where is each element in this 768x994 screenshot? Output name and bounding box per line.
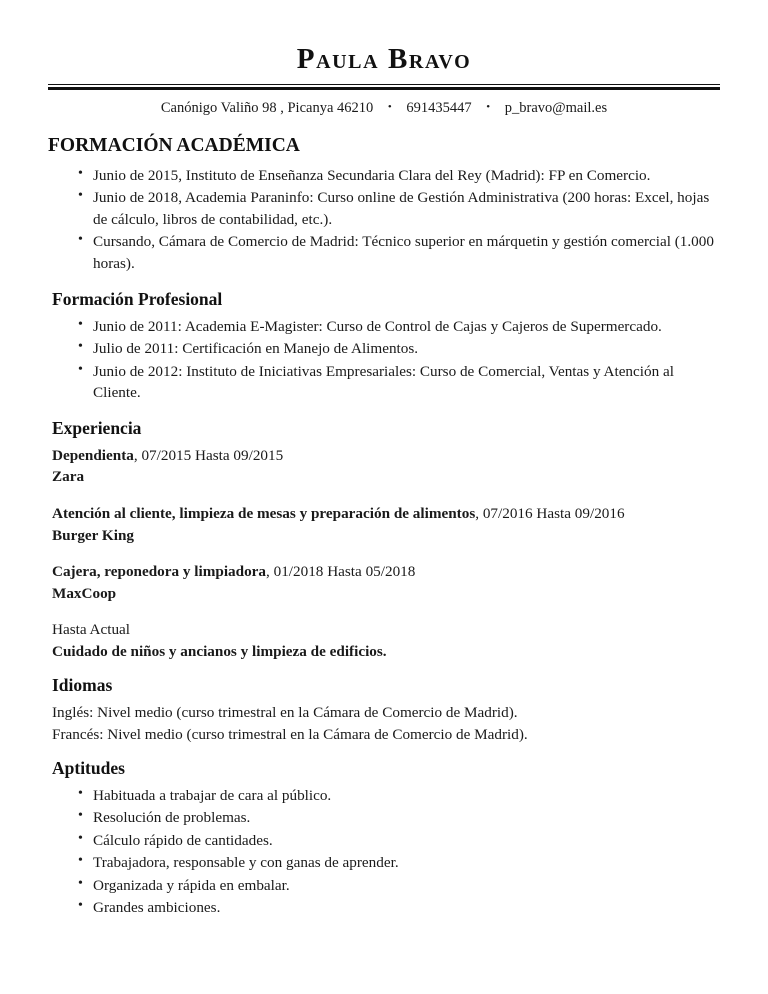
experience-title-line: [52, 445, 720, 467]
list-item: • Organizada y rápida en embalar.: [78, 875, 720, 897]
experience-item: [52, 619, 720, 662]
resume-header: [48, 44, 720, 118]
aptitudes-list: [48, 785, 720, 919]
language-item: Francés: Nivel medio (curso trimestral en la Cámara de Comercio de Madrid).: [52, 725, 528, 743]
section-idiomas: [48, 675, 720, 746]
contact-separator-icon: •: [486, 101, 491, 114]
contact-line: [48, 99, 720, 118]
experience-item: [52, 445, 720, 488]
experience-item: [52, 561, 720, 604]
experience-dates: , 01/2018 Hasta 05/2018: [266, 563, 416, 581]
section-heading-experiencia: Experiencia: [52, 417, 142, 438]
list-item: • Cálculo rápido de cantidades.: [78, 830, 720, 852]
experience-title-line: [52, 503, 720, 525]
languages-list: [48, 702, 720, 746]
list-item: • Cursando, Cámara de Comercio de Madrid: Técnico superior en márquetin y gestión comercial (1.000 horas).: [78, 231, 720, 274]
experience-dates: , 07/2016 Hasta 09/2016: [475, 505, 625, 523]
list-item: • Julio de 2011: Certificación en Manejo de Alimentos.: [78, 338, 720, 360]
list-item: • Junio de 2012: Instituto de Iniciativas Empresariales: Curso de Comercial, Ventas y Atención al Cliente.: [78, 361, 720, 404]
experience-title: Cajera, reponedora y limpiadora: [52, 563, 267, 581]
formacion-profesional-list: [48, 316, 720, 404]
candidate-name: Paula Bravo: [296, 43, 472, 75]
experience-description: Cuidado de niños y ancianos y limpieza de edificios.: [52, 642, 387, 660]
experience-title: Atención al cliente, limpieza de mesas y preparación de alimentos: [52, 505, 476, 523]
experience-title: Dependienta: [52, 446, 134, 464]
experience-company: Burger King: [52, 526, 134, 544]
list-item: • Grandes ambiciones.: [78, 897, 720, 919]
list-item: • Junio de 2018, Academia Paraninfo: Curso online de Gestión Administrativa (200 horas: Excel, hojas de cálculo, libros de contabilidad, etc.).: [78, 187, 720, 230]
section-heading-aptitudes: Aptitudes: [52, 757, 125, 778]
language-item: Inglés: Nivel medio (curso trimestral en la Cámara de Comercio de Madrid).: [52, 703, 518, 721]
experience-company: Zara: [52, 468, 85, 486]
experience-dates: Hasta Actual: [52, 621, 131, 639]
section-formacion-academica: [48, 134, 720, 274]
contact-address: Canónigo Valiño 98 , Picanya 46210: [160, 100, 374, 117]
contact-email: p_bravo@mail.es: [504, 100, 608, 117]
list-item: • Resolución de problemas.: [78, 807, 720, 829]
experience-company: MaxCoop: [52, 584, 117, 602]
section-heading-formacion-academica: FORMACIÓN ACADÉMICA: [48, 135, 300, 157]
list-item: • Junio de 2015, Instituto de Enseñanza Secundaria Clara del Rey (Madrid): FP en Comercio.: [78, 165, 720, 187]
section-formacion-profesional: [48, 289, 720, 404]
list-item: • Habituada a trabajar de cara al público.: [78, 785, 720, 807]
experience-item: [52, 503, 720, 546]
contact-separator-icon: •: [387, 101, 392, 114]
section-heading-formacion-profesional: Formación Profesional: [52, 288, 223, 309]
section-heading-idiomas: Idiomas: [52, 674, 113, 695]
experience-list: [48, 445, 720, 663]
experience-title-line: [52, 561, 720, 583]
experience-dates: , 07/2015 Hasta 09/2015: [133, 446, 284, 464]
section-experiencia: [48, 418, 720, 663]
header-divider: [48, 84, 720, 90]
contact-phone: 691435447: [406, 100, 472, 117]
section-aptitudes: [48, 758, 720, 919]
formacion-academica-list: [48, 165, 720, 275]
list-item: • Junio de 2011: Academia E-Magister: Curso de Control de Cajas y Cajeros de Supermercado.: [78, 316, 720, 338]
list-item: • Trabajadora, responsable y con ganas de aprender.: [78, 852, 720, 874]
